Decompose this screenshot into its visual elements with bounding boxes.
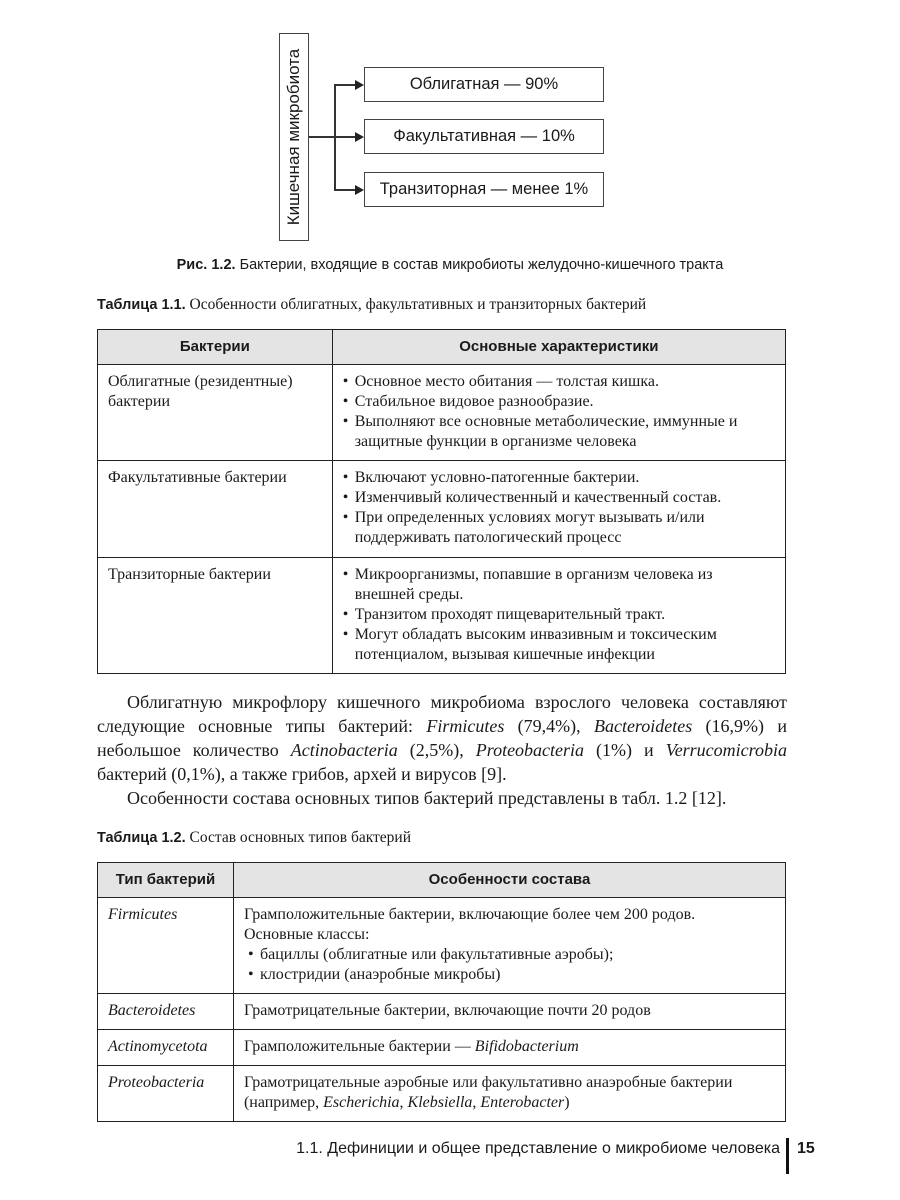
- taxon-name: Bacteroidetes: [593, 716, 693, 736]
- table2-caption: [97, 829, 411, 847]
- cell-text: ): [564, 1094, 570, 1111]
- class-list: [244, 945, 775, 985]
- cell-text: Грамположительные бактерии —: [243, 1038, 475, 1055]
- table2-header-type: Тип бактерий: [98, 863, 234, 898]
- table1-cell-name: Облигатные (резидентные) бактерии: [98, 365, 333, 461]
- table-row: [98, 461, 786, 558]
- table2-cell-type: Bacteroidetes: [98, 994, 234, 1030]
- connector-line: [309, 136, 335, 138]
- list-item: • Микроорганизмы, попавшие в организм человека из внешней среды.: [343, 565, 775, 605]
- table1-caption: [97, 296, 646, 314]
- table-row: [98, 1066, 786, 1122]
- list-item: • При определенных условиях могут вызывать и/или поддерживать патологический процесс: [343, 508, 775, 548]
- footer-divider: [786, 1138, 789, 1174]
- page-number: 15: [797, 1140, 815, 1157]
- cell-text: ,: [399, 1094, 408, 1111]
- taxon-name: Firmicutes: [426, 716, 505, 736]
- taxon-name: Enterobacter: [480, 1094, 565, 1111]
- table1-caption-label: Таблица 1.1.: [97, 297, 186, 313]
- taxon-name: Actinobacteria: [290, 740, 398, 760]
- paragraph-1: [97, 690, 787, 786]
- cell-text: ,: [472, 1094, 481, 1111]
- table1-header-bacteria: Бактерии: [98, 330, 333, 365]
- cell-text: Основные классы:: [243, 926, 370, 943]
- table1-header-characteristics: Основные характеристики: [332, 330, 785, 365]
- arrow-right-icon: [355, 185, 364, 195]
- feature-list: [343, 372, 775, 452]
- table1-cell-features: [332, 558, 785, 674]
- paragraph-2: Особенности состава основных типов бактерий представлены в табл. 1.2 [12].: [127, 788, 727, 808]
- text-run: Облигатную микрофлору кишечного микробиома взрослого человека составляют следующие основные типы бактерий:: [97, 692, 787, 736]
- figure-diagram: [0, 0, 900, 250]
- figure-caption: [0, 257, 900, 273]
- running-footer-title: 1.1. Дефиниции и общее представление о микробиоме человека: [296, 1140, 780, 1157]
- taxon-name: Klebsiella: [407, 1094, 473, 1111]
- table1-cell-features: [332, 365, 785, 461]
- table1-caption-text: Особенности облигатных, факультативных и транзиторных бактерий: [185, 296, 647, 313]
- text-run: бактерий (0,1%), а также грибов, архей и вирусов [9].: [97, 764, 507, 784]
- text-run: (2,5%),: [397, 740, 476, 760]
- table-row: [98, 898, 786, 994]
- list-item: • клостридии (анаэробные микробы): [248, 965, 775, 985]
- list-item: • Стабильное видовое разнообразие.: [343, 392, 775, 412]
- diagram-box-obligate: Облигатная — 90%: [364, 67, 604, 102]
- cell-text: Грамотрицательные аэробные или факультативно анаэробные бактерии (например,: [243, 1074, 733, 1111]
- table2-cell-features: [233, 1066, 785, 1122]
- text-run: (16,9%) и небольшое количество: [97, 716, 787, 760]
- list-item: • Выполняют все основные метаболические, иммунные и защитные функции в организме человека: [343, 412, 775, 452]
- feature-list: [343, 565, 775, 665]
- diagram-box-transient: Транзиторная — менее 1%: [364, 172, 604, 207]
- table1-cell-name: Транзиторные бактерии: [98, 558, 333, 674]
- table2-cell-type: Firmicutes: [98, 898, 234, 994]
- table2-cell-features: [233, 1030, 785, 1066]
- table2-cell-features: [233, 898, 785, 994]
- arrow-right-icon: [355, 132, 364, 142]
- table2-cell-features: Грамотрицательные бактерии, включающие почти 20 родов: [233, 994, 785, 1030]
- connector-line: [334, 84, 356, 86]
- table1: [97, 329, 786, 674]
- table-row: [98, 1030, 786, 1066]
- text-run: (1%) и: [584, 740, 666, 760]
- table2-header-features: Особенности состава: [233, 863, 785, 898]
- body-text: [97, 690, 787, 810]
- table-row: [98, 558, 786, 674]
- connector-line: [334, 189, 356, 191]
- taxon-name: Verrucomicrobia: [665, 740, 788, 760]
- taxon-name: Proteobacteria: [475, 740, 585, 760]
- table2: [97, 862, 786, 1122]
- cell-text: Грамположительные бактерии, включающие более чем 200 родов.: [243, 906, 696, 923]
- text-run: (79,4%),: [504, 716, 594, 736]
- list-item: • Включают условно-патогенные бактерии.: [343, 468, 775, 488]
- list-item: • Транзитом проходят пищеварительный тракт.: [343, 605, 775, 625]
- list-item: • Основное место обитания — толстая кишка.: [343, 372, 775, 392]
- table1-cell-name: Факультативные бактерии: [98, 461, 333, 558]
- connector-line: [334, 136, 356, 138]
- figure-caption-text: Бактерии, входящие в состав микробиоты желудочно-кишечного тракта: [235, 257, 724, 273]
- table2-caption-label: Таблица 1.2.: [97, 830, 186, 846]
- taxon-name: Escherichia: [323, 1094, 400, 1111]
- feature-list: [343, 468, 775, 548]
- table2-caption-text: Состав основных типов бактерий: [185, 829, 412, 846]
- taxon-name: Bifidobacterium: [474, 1038, 579, 1055]
- diagram-box-facultative: Факультативная — 10%: [364, 119, 604, 154]
- figure-caption-label: Рис. 1.2.: [176, 257, 236, 273]
- list-item: • бациллы (облигатные или факультативные аэробы);: [248, 945, 775, 965]
- table2-cell-type: Proteobacteria: [98, 1066, 234, 1122]
- table2-cell-type: Actinomycetota: [98, 1030, 234, 1066]
- table2-header-row: [98, 863, 786, 898]
- list-item: • Изменчивый количественный и качественный состав.: [343, 488, 775, 508]
- table1-cell-features: [332, 461, 785, 558]
- table-row: [98, 365, 786, 461]
- list-item: • Могут обладать высоким инвазивным и токсическим потенциалом, вызывая кишечные инфекции: [343, 625, 775, 665]
- table-row: [98, 994, 786, 1030]
- arrow-right-icon: [355, 80, 364, 90]
- diagram-root-label: Кишечная микробиота: [284, 48, 303, 226]
- page-footer: [0, 1138, 900, 1168]
- table1-header-row: [98, 330, 786, 365]
